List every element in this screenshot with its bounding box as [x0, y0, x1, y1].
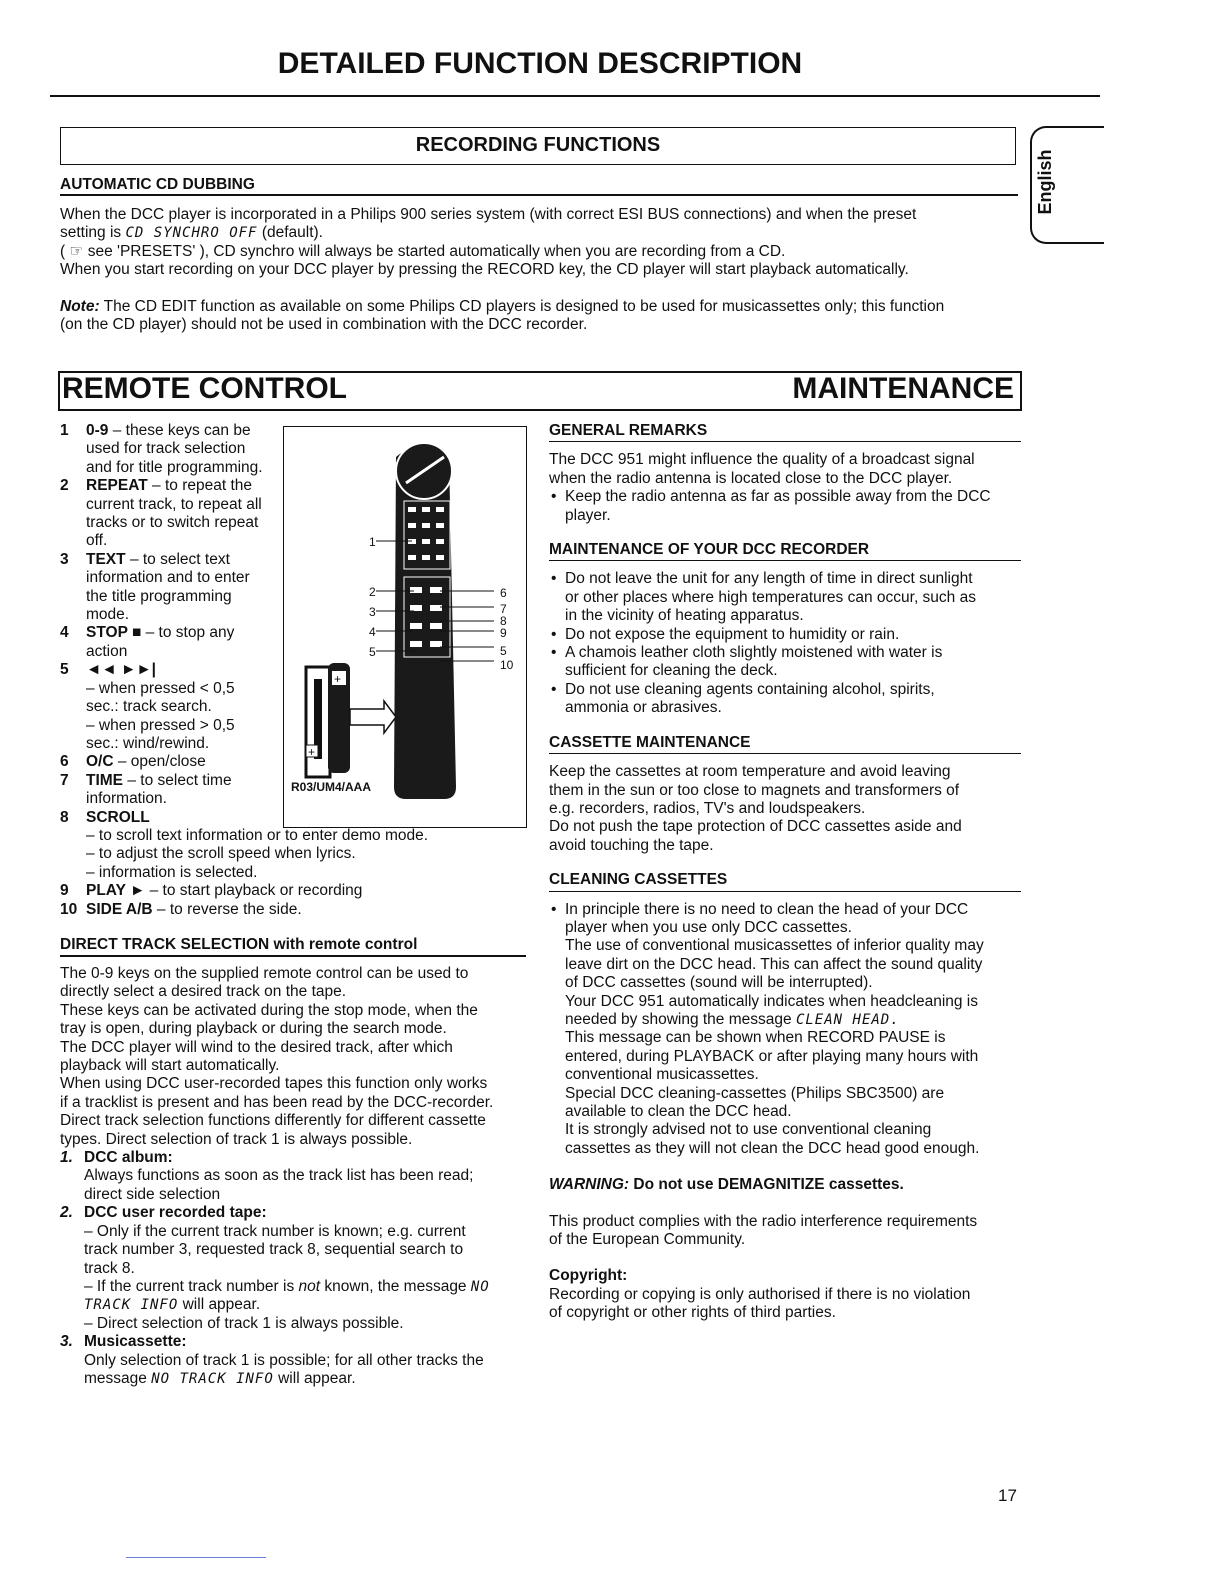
text-line: [60, 1296, 540, 1314]
remote-item-2: [60, 477, 530, 551]
tape-type-3: [60, 1333, 540, 1351]
key-name: SIDE A/B: [86, 900, 153, 918]
text-fragment: message: [84, 1369, 147, 1387]
general-bullets: [549, 488, 1029, 525]
callout-2: 2: [369, 585, 376, 599]
remote-item-7: [60, 772, 530, 809]
cleaning-bullets: [549, 901, 1029, 1159]
page-number: 17: [998, 1486, 1017, 1505]
key-name: TEXT: [86, 550, 126, 568]
bullet-item: • Keep the radio antenna as far as possible away from the DCC player.: [549, 488, 1029, 525]
item-text: – to adjust the scroll speed when lyrics.: [86, 845, 356, 863]
callout-9: 9: [500, 626, 507, 640]
battery-label: R03/UM4/AAA: [291, 780, 372, 794]
recorder-bullets: [549, 570, 1029, 717]
item-text: sec.: wind/rewind.: [86, 734, 210, 752]
text-fragment: known, the message: [324, 1277, 467, 1295]
item-text: – to stop any: [145, 624, 235, 642]
warning-line: [549, 1176, 1029, 1194]
item-number: 6: [60, 753, 69, 771]
text-fragment: setting is: [60, 224, 122, 242]
text-line: (on the CD player) should not be used in combination with the DCC recorder.: [60, 316, 588, 334]
text-line: When you start recording on your DCC player by pressing the RECORD key, the CD player will start playback automatically.: [60, 261, 909, 279]
remote-control-title: REMOTE CONTROL: [62, 372, 347, 405]
direct-track-text: [60, 965, 540, 1388]
item-text: – open/close: [117, 753, 206, 771]
callout-4: 4: [369, 625, 376, 639]
item-number: 2: [60, 477, 69, 495]
item-number: 7: [60, 771, 69, 789]
key-name: PLAY ►: [86, 882, 146, 900]
tape-type-title: DCC user recorded tape:: [84, 1204, 267, 1222]
text-line: Always functions as soon as the track list has been read;: [84, 1167, 474, 1185]
text-line: When using DCC user-recorded tapes this function only works: [60, 1075, 488, 1093]
key-name: TIME: [86, 771, 124, 789]
text-line: Only selection of track 1 is possible; for all other tracks the: [84, 1351, 484, 1369]
text-line: of copyright or other rights of third parties.: [549, 1304, 836, 1322]
header-rule: [50, 95, 1100, 97]
item-text: current track, to repeat all: [86, 495, 262, 513]
skip-keys-icon: ◄◄ ►►|: [86, 661, 157, 679]
callout-6: 6: [500, 586, 507, 600]
maintenance-column: [549, 422, 1029, 1323]
item-text: – to scroll text information or to enter demo mode.: [86, 826, 429, 844]
language-tab-label: English: [1035, 149, 1055, 215]
remote-item-5: [60, 661, 530, 753]
text-fragment: will appear.: [182, 1296, 261, 1314]
item-text: – these keys can be: [112, 422, 251, 439]
item-text: – to reverse the side.: [156, 900, 302, 918]
text-line: if a tracklist is present and has been read by the DCC-recorder.: [60, 1093, 494, 1111]
callout-5: 5: [369, 645, 376, 659]
lcd-text-cd-synchro-off: CD SYNCHRO OFF: [125, 225, 258, 242]
note-line: [60, 298, 1020, 316]
item-number: 3.: [60, 1333, 73, 1351]
item-number: 2.: [60, 1204, 73, 1222]
item-text: – to start playback or recording: [149, 882, 363, 900]
page-title: DETAILED FUNCTION DESCRIPTION: [277, 47, 803, 80]
item-number: 1.: [60, 1149, 73, 1167]
recording-functions-heading: RECORDING FUNCTIONS: [60, 127, 1016, 165]
item-text: information and to enter: [86, 569, 250, 587]
lcd-text-no-track-info: NO TRACK INFO: [151, 1370, 274, 1387]
text-line: – Direct selection of track 1 is always possible.: [84, 1314, 404, 1332]
bullet-item: • A chamois leather cloth slightly moistened with water is sufficient for cleaning the deck.: [549, 644, 1029, 681]
text-line: Direct track selection functions differently for different cassette: [60, 1112, 486, 1130]
key-name: STOP ■: [86, 624, 142, 642]
text-line: e.g. recorders, radios, TV's and loudspeakers.: [549, 799, 866, 817]
remote-item-1: [60, 422, 530, 477]
item-text: off.: [86, 532, 108, 550]
item-number: 4: [60, 624, 69, 642]
item-text: – when pressed > 0,5: [86, 716, 235, 734]
item-number: 10: [60, 900, 78, 918]
item-text: and for title programming.: [86, 458, 263, 476]
text-line: [60, 1370, 540, 1388]
key-name: REPEAT: [86, 477, 148, 495]
text-line: track 8.: [84, 1259, 135, 1277]
tape-type-title: DCC album:: [84, 1149, 173, 1167]
text-line: This product complies with the radio interference requirements: [549, 1212, 978, 1230]
text-line: tray is open, during playback or during the search mode.: [60, 1020, 447, 1038]
text-fragment: see 'PRESETS' ), CD synchro will always be started automatically when you are recording from a CD.: [87, 242, 786, 260]
callout-8: 8: [500, 614, 507, 628]
text-line: directly select a desired track on the tape.: [60, 983, 347, 1001]
callout-10: 10: [500, 658, 514, 672]
warning-label: WARNING:: [549, 1176, 630, 1194]
svg-text:+: +: [334, 672, 342, 686]
text-line: The DCC 951 might influence the quality of a broadcast signal: [549, 451, 975, 469]
cleaning-cassettes-title: CLEANING CASSETTES: [549, 871, 1021, 891]
footer-line: [126, 1557, 266, 1558]
remote-key-list: [60, 422, 530, 919]
item-text: – information is selected.: [86, 863, 258, 881]
general-remarks-title: GENERAL REMARKS: [549, 422, 1021, 442]
direct-track-title: DIRECT TRACK SELECTION with remote control: [60, 936, 418, 953]
tape-type-2: [60, 1204, 540, 1222]
direct-track-rule: [60, 955, 526, 957]
pointing-hand-icon: ☞: [69, 242, 84, 260]
text-line: These keys can be activated during the stop mode, when the: [60, 1001, 478, 1019]
item-text: tracks or to switch repeat: [86, 514, 259, 532]
text-line: Do not push the tape protection of DCC cassettes aside and: [549, 818, 962, 836]
item-number: 8: [60, 808, 69, 826]
text-line: track number 3, requested track 8, sequential search to: [84, 1241, 464, 1259]
key-name: 0-9: [86, 422, 109, 439]
callout-1: 1: [369, 535, 376, 549]
remote-item-10: [60, 901, 530, 919]
text-line: [60, 1278, 540, 1296]
text-fragment: not: [298, 1277, 321, 1295]
text-line: [60, 224, 1020, 242]
cassette-maintenance-title: CASSETTE MAINTENANCE: [549, 734, 1021, 754]
auto-dubbing-rule: [60, 194, 1018, 196]
remote-item-3: [60, 551, 530, 625]
text-fragment: will appear.: [278, 1369, 356, 1387]
item-text: – to repeat the: [152, 477, 253, 495]
lcd-text-clean-head: CLEAN HEAD.: [795, 1011, 900, 1028]
note-label: Note:: [60, 297, 100, 315]
text-line: [60, 243, 1020, 261]
text-fragment: – If the current track number is: [84, 1277, 295, 1295]
item-number: 9: [60, 882, 69, 900]
item-text: sec.: track search.: [86, 698, 212, 716]
text-line: them in the sun or too close to magnets and transformers of: [549, 781, 960, 799]
text-line: avoid touching the tape.: [549, 836, 714, 854]
bullet-item: • Do not use cleaning agents containing alcohol, spirits, ammonia or abrasives.: [549, 681, 1029, 718]
bullet-item: • Do not leave the unit for any length of time in direct sunlight or other places where high temperatures can occur, such as in the vicinity of heating apparatus.: [549, 570, 1029, 625]
svg-text:+: +: [308, 745, 316, 759]
item-text: – to select text: [129, 550, 230, 568]
text-fragment: (default).: [261, 224, 323, 242]
item-text: information.: [86, 790, 167, 808]
tape-type-1: [60, 1149, 540, 1167]
callout-5b: 5: [500, 644, 507, 658]
text-line: types. Direct selection of track 1 is always possible.: [60, 1130, 413, 1148]
item-text: – when pressed < 0,5: [86, 679, 235, 697]
text-fragment: (: [60, 242, 66, 260]
auto-dubbing-text: [60, 206, 1020, 334]
item-number: 5: [60, 661, 69, 679]
key-name: O/C: [86, 753, 114, 771]
callout-3: 3: [369, 605, 376, 619]
remote-item-8: [60, 809, 530, 883]
remote-item-9: [60, 882, 530, 900]
lcd-text-track-info: TRACK INFO: [84, 1297, 179, 1314]
text-line: playback will start automatically.: [60, 1057, 280, 1075]
item-text: – to select time: [127, 771, 232, 789]
text-line: The 0-9 keys on the supplied remote control can be used to: [60, 965, 469, 982]
lcd-text-no: NO: [470, 1278, 490, 1295]
text-line: when the radio antenna is located close to the DCC player.: [549, 469, 953, 487]
text-line: Recording or copying is only authorised if there is no violation: [549, 1285, 971, 1303]
text-line: direct side selection: [84, 1185, 221, 1203]
item-text: used for track selection: [86, 440, 246, 458]
item-text: action: [86, 642, 128, 660]
remote-items: [60, 422, 530, 919]
text-line: When the DCC player is incorporated in a Philips 900 series system (with correct ESI BUS connections) and when the preset: [60, 206, 917, 223]
item-text: mode.: [86, 606, 130, 624]
item-text: the title programming: [86, 587, 232, 605]
copyright-title: Copyright:: [549, 1267, 628, 1285]
text-fragment: The CD EDIT function as available on some Philips CD players is designed to be used for musicassettes only; this function: [103, 297, 945, 315]
text-line: of the European Community.: [549, 1231, 746, 1249]
recorder-maintenance-title: MAINTENANCE OF YOUR DCC RECORDER: [549, 541, 1021, 561]
item-number: 3: [60, 550, 69, 568]
warning-text: Do not use DEMAGNITIZE cassettes.: [633, 1176, 904, 1194]
text-line: – Only if the current track number is known; e.g. current: [84, 1222, 466, 1240]
tape-type-title: Musicassette:: [84, 1333, 187, 1351]
callout-7: 7: [500, 602, 507, 616]
remote-item-6: [60, 753, 530, 771]
bullet-item: • Do not expose the equipment to humidity or rain.: [549, 626, 1029, 644]
key-name: SCROLL: [86, 808, 150, 826]
maintenance-title: MAINTENANCE: [792, 372, 1014, 405]
auto-dubbing-title: AUTOMATIC CD DUBBING: [60, 176, 255, 193]
item-number: 1: [60, 422, 69, 439]
text-line: The DCC player will wind to the desired track, after which: [60, 1038, 453, 1056]
remote-item-4: [60, 624, 530, 661]
bullet-item: • In principle there is no need to clean the head of your DCC player when you use only DCC cassettes. The use of conventional musicassettes of inferior quality may leave dirt on the DCC head. This can affect the sound quality of DCC cassettes (sound will be interrupted). Your DCC 951 automatically indicates when headcleaning is needed by showing the message CLEAN HEAD. This message can be shown when RECORD PAUSE is entered, during PLAYBACK or after playing many hours with conventional musicassettes. Special DCC cleaning-cassettes (Philips SBC3500) are available to clean the DCC head. It is strongly advised not to use conventional cleaning cassettes as they will not clean the DCC head good enough.: [549, 901, 1029, 1159]
text-line: Keep the cassettes at room temperature and avoid leaving: [549, 763, 951, 781]
